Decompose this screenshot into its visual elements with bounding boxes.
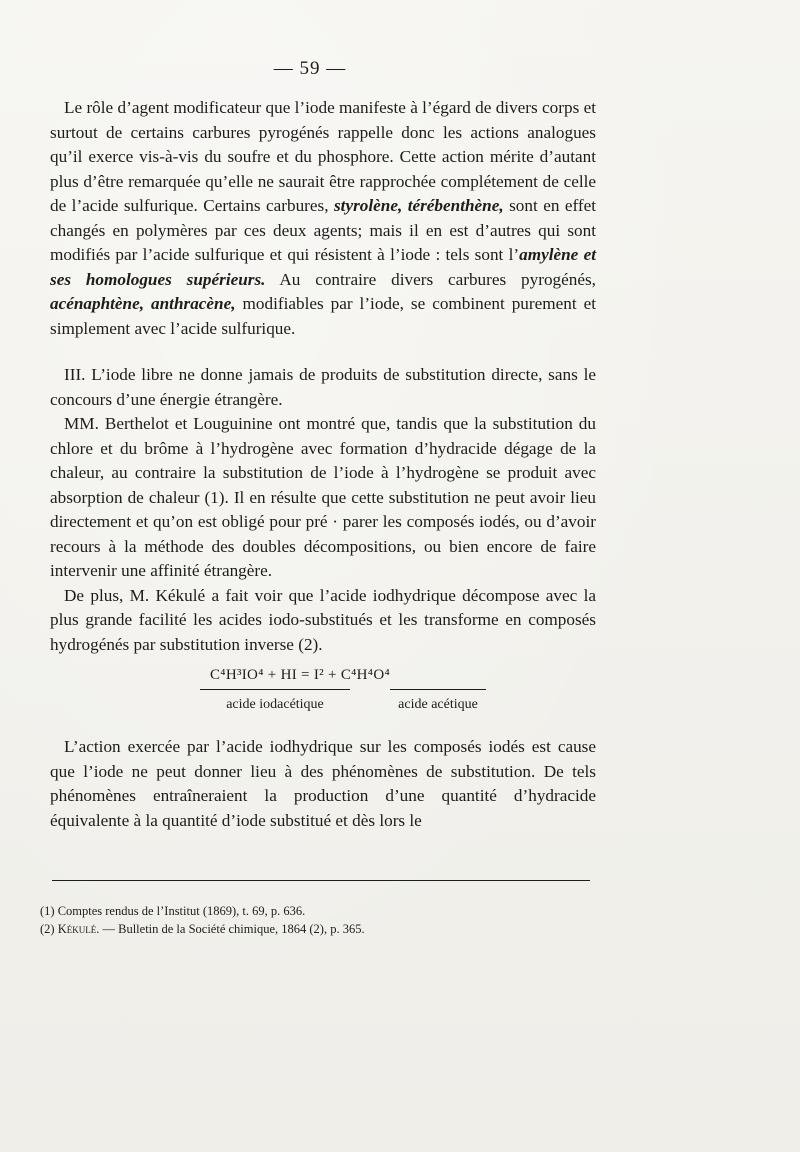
paragraph-2: III. L’iode libre ne donne jamais de produits de substitution directe, sans le concours d’une énergie étrangère. — [50, 365, 596, 409]
paragraph-1-part-d: modifiables par l’iode, se combinent purement et simplement avec l’acide sulfurique. — [50, 294, 596, 338]
chemical-equation: C⁴H³IO⁴ + HI = I² + C⁴H⁴O⁴ — [210, 667, 390, 683]
paragraph-1 — [50, 96, 596, 341]
formula-label-iodacetic: acide iodacétique — [226, 697, 324, 712]
footnote-rule — [52, 880, 590, 881]
paragraph-4: De plus, M. Kékulé a fait voir que l’acide iodhydrique décompose avec la plus grande facilité les acides iodo-substitués et les transforme en composés hydrogénés par substitution inverse (2). — [50, 585, 596, 654]
footnote-2-author: Kékulé. — [57, 922, 100, 936]
formula-label-acetic: acide acétique — [398, 697, 478, 712]
paragraph-1-italic-styrolene: styrolène, térébenthène, — [333, 196, 504, 215]
paragraph-5: L’action exercée par l’acide iodhydrique sur les composés iodés est cause que l’iode ne peut donner lieu à des phénomènes de substitution. De tels phénomènes entraîneraient la production d’une quantité d’hydracide équivalente à la quantité d’iode substitué et dès lors le — [50, 737, 596, 830]
body-text — [50, 96, 596, 833]
page-number: — 59 — — [273, 58, 347, 79]
formula-underline-left — [200, 689, 350, 690]
paragraph-1-italic-acenaphtene: acénaphtène, anthracène, — [50, 294, 236, 313]
paragraph-1-part-b: sont en effet changés en polymères par ces deux agents; mais il en est d’autres qui sont modifiés par l’acide sulfurique et qui résistent à l’iode : tels sont l’ — [50, 196, 597, 264]
footnote-2 — [40, 920, 600, 938]
footnotes — [40, 902, 600, 938]
formula-block — [50, 663, 596, 731]
paragraph-3: MM. Berthelot et Louguinine ont montré que, tandis que la substitution du chlore et du brôme à l’hydrogène avec formation d’hydracide dégage de la chaleur, au contraire la substitution de l’iode à l’hydrogène se produit avec absorption de chaleur (1). Il en résulte que cette substitution ne peut avoir lieu directement et qu’on est obligé pour pré · parer les composés iodés, ou d’avoir recours à la méthode des doubles décompositions, ou bien encore de faire intervenir une affinité étrangère. — [50, 414, 596, 580]
footnote-1: (1) Comptes rendus de l’Institut (1869), t. 69, p. 636. — [40, 904, 306, 918]
paragraph-1-part-a: Le rôle d’agent modificateur que l’iode manifeste à l’égard de divers corps et surtout de certains carbures pyrogénés rappelle donc les actions analogues qu’il exerce vis-à-vis du soufre et du phosphore. Cette action mérite d’autant plus d’être remarquée qu’elle ne saurait être rapprochée complétement de celle de l’acide sulfurique. Certains carbures, — [50, 98, 596, 215]
footnote-2-reference: — Bulletin de la Société chimique, 1864 (2), p. 365. — [102, 922, 365, 936]
footnote-2-number: (2) — [40, 922, 55, 936]
paragraph-1-italic-amylene: amylène et ses homologues supérieurs. — [50, 245, 596, 289]
formula-underline-right — [390, 689, 486, 690]
paragraph-1-part-c: Au contraire divers carbures pyrogénés, — [279, 269, 596, 289]
